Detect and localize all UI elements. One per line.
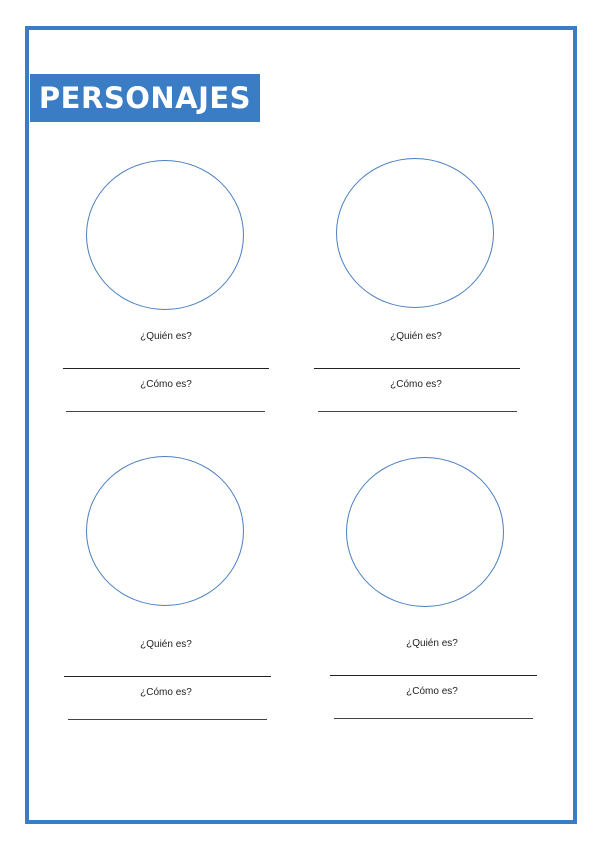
- who-is-label: ¿Quién es?: [140, 331, 192, 342]
- how-is-answer-line[interactable]: [318, 411, 517, 412]
- who-is-answer-line[interactable]: [64, 676, 271, 677]
- how-is-answer-line[interactable]: [66, 411, 265, 412]
- how-is-answer-line[interactable]: [68, 719, 267, 720]
- how-is-label: ¿Cómo es?: [140, 687, 192, 698]
- who-is-label: ¿Quién es?: [406, 638, 458, 649]
- how-is-label: ¿Cómo es?: [140, 379, 192, 390]
- who-is-answer-line[interactable]: [314, 368, 520, 369]
- page-border: [25, 26, 577, 824]
- who-is-label: ¿Quién es?: [140, 639, 192, 650]
- character-portrait-circle: [336, 158, 494, 308]
- page-title: PERSONAJES: [30, 74, 260, 122]
- who-is-answer-line[interactable]: [330, 675, 537, 676]
- character-portrait-circle: [86, 456, 244, 606]
- character-portrait-circle: [346, 457, 504, 607]
- how-is-label: ¿Cómo es?: [406, 686, 458, 697]
- character-portrait-circle: [86, 160, 244, 310]
- who-is-answer-line[interactable]: [63, 368, 269, 369]
- how-is-label: ¿Cómo es?: [390, 379, 442, 390]
- who-is-label: ¿Quién es?: [390, 331, 442, 342]
- how-is-answer-line[interactable]: [334, 718, 533, 719]
